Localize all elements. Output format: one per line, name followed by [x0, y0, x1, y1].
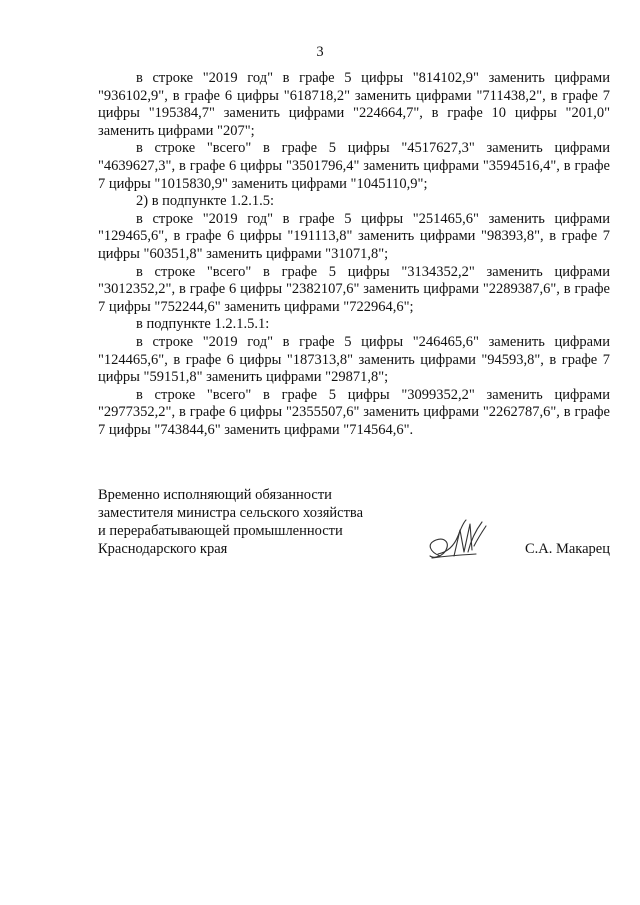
handwritten-signature [424, 516, 490, 562]
paragraph: в строке "всего" в графе 5 цифры "3134352,2" заменить цифрами "3012352,2", в графе 6 цифры "2382107,6" заменить цифрами "2289387,6", в графе 7 цифры "752244,6" заменить цифрами "722964,6"; [98, 263, 610, 315]
subpoint-heading: 2) в подпункте 1.2.1.5: [136, 193, 275, 210]
page-number: 3 [316, 44, 324, 60]
paragraph: в строке "всего" в графе 5 цифры "4517627,3" заменить цифрами "4639627,3", в графе 6 цифры "3501796,4" заменить цифрами "3594516,4", в графе 7 цифры "1015830,9" заменить цифрами "1045110,9"; [98, 140, 610, 192]
paragraph: в строке "2019 год" в графе 5 цифры "251465,6" заменить цифрами "129465,6", в графе 6 цифры "191113,8" заменить цифрами "98393,8", в графе 7 цифры "60351,8" заменить цифрами "31071,8"; [98, 210, 610, 262]
paragraph: в строке "2019 год" в графе 5 цифры "246465,6" заменить цифрами "124465,6", в графе 6 цифры "187313,8" заменить цифрами "94593,8", в графе 7 цифры "59151,8" заменить цифрами "29871,8"; [98, 333, 610, 386]
signatory-title-line: Временно исполняющий обязанности [98, 487, 332, 503]
paragraph: в строке "2019 год" в графе 5 цифры "814102,9" заменить цифрами "936102,9", в графе 6 цифры "618718,2" заменить цифрами "711438,2", в графе 7 цифры "195384,7" заменить цифрами "224664,7", в графе 10 цифры "201,0" заменить цифрами "207"; [98, 70, 610, 139]
signatory-title-line: Краснодарского края [98, 541, 228, 557]
signatory-name: С.А. Макарец [524, 541, 610, 557]
subpoint-heading: в подпункте 1.2.1.5.1: [136, 316, 270, 333]
signature-block [98, 486, 610, 576]
paragraph: в строке "всего" в графе 5 цифры "3099352,2" заменить цифрами "2977352,2", в графе 6 цифры "2355507,6" заменить цифрами "2262787,6", в графе 7 цифры "743844,6" заменить цифрами "714564,6". [98, 386, 610, 438]
amendment-text [98, 70, 610, 439]
signatory-title-line: заместителя министра сельского хозяйства [98, 505, 364, 521]
signatory-title-line: и перерабатывающей промышленности [98, 523, 343, 539]
